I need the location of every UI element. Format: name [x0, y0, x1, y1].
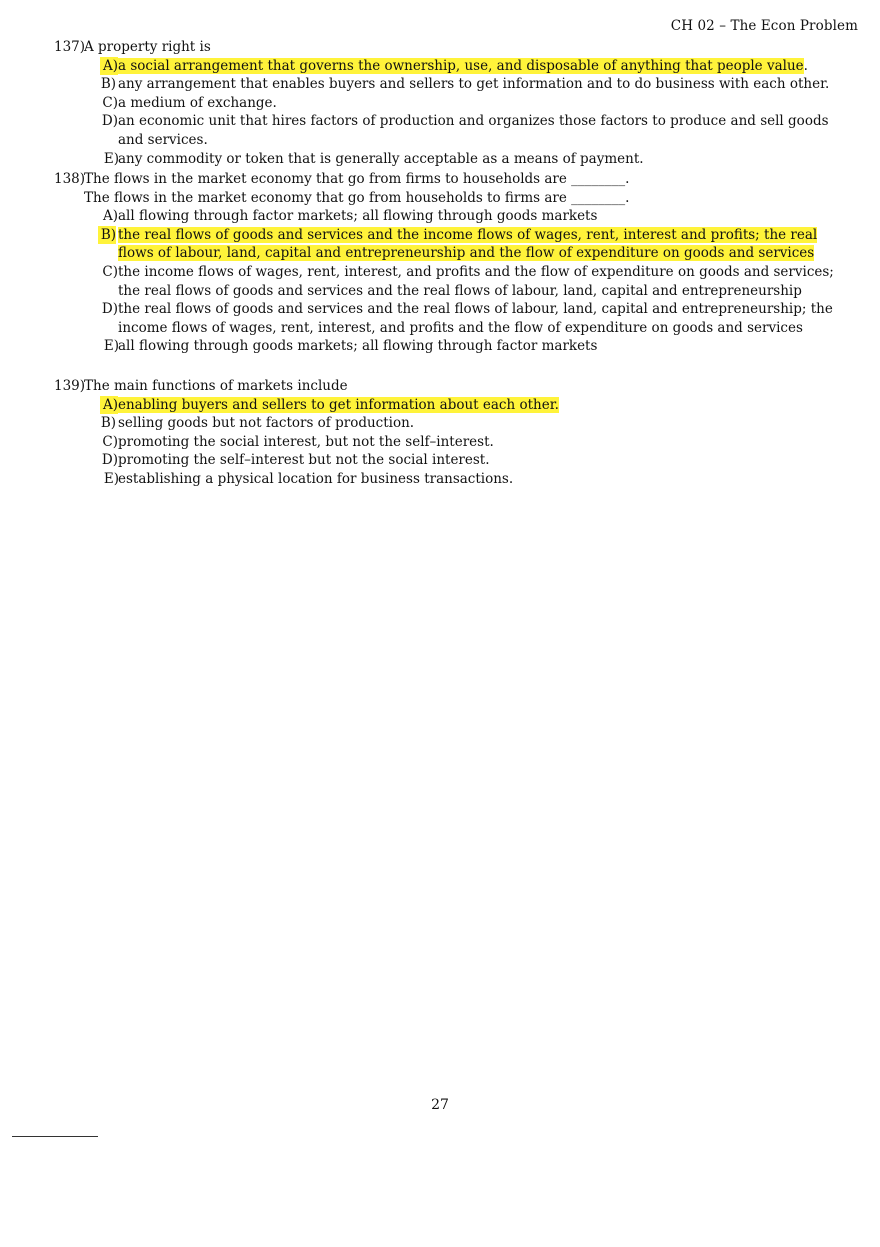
page-number: 27: [431, 1097, 449, 1113]
option-label: A): [102, 208, 118, 225]
option-label: A): [100, 57, 118, 76]
option-label: E): [103, 338, 119, 355]
answer-option-b: [54, 226, 854, 263]
question-number: 137): [54, 39, 86, 55]
option-label: B): [100, 415, 116, 432]
option-text: selling goods but not factors of production.: [118, 415, 415, 432]
question-stem-second-line: The flows in the market economy that go from households to firms are ________.: [84, 189, 630, 206]
option-text: promoting the self–interest but not the social interest.: [118, 452, 490, 469]
option-text: the real flows of goods and services and the real flows of labour, land, capital and entrepreneurship; the income flows of wages, rent, interest, and profits and the flow of expenditure on goods and services: [118, 301, 833, 336]
question-stem: [54, 38, 854, 57]
answer-option-d: [54, 300, 854, 337]
option-text-highlighted: enabling buyers and sellers to get information about each other.: [118, 396, 559, 413]
answer-option-c: [54, 263, 854, 300]
answer-option-b: [54, 414, 854, 433]
answer-option-a: [54, 57, 854, 76]
option-label: A): [100, 396, 118, 415]
answer-option-e: [54, 150, 854, 169]
chapter-header: CH 02 – The Econ Problem: [670, 18, 858, 34]
option-text: the income flows of wages, rent, interest, and profits and the flow of expenditure on goods and services; the real flows of goods and services and the real flows of labour, land, capital and entrepreneurship: [118, 263, 834, 299]
question-number: 139): [54, 378, 86, 394]
question-138: [54, 170, 854, 356]
option-text: any arrangement that enables buyers and sellers to get information and to do business with each other.: [118, 76, 830, 93]
question-137: [54, 38, 854, 168]
answer-option-e: [54, 470, 854, 489]
option-label: C): [102, 433, 118, 450]
answer-option-c: [54, 94, 854, 113]
option-label: B): [98, 226, 116, 245]
answer-option-e: [54, 337, 854, 356]
answer-option-c: [54, 433, 854, 452]
question-text: The main functions of markets include: [84, 378, 348, 394]
option-text: all flowing through goods markets; all flowing through factor markets: [118, 338, 598, 355]
option-text-highlighted: the real flows of goods and services and the income flows of wages, rent, interest and profits; the real flows of labour, land, capital and entrepreneurship and the flow of expenditure on goods and services: [118, 226, 818, 262]
answer-option-a: [54, 396, 854, 415]
option-trailing-period: .: [803, 57, 808, 74]
option-label: C): [102, 263, 118, 280]
question-text: The flows in the market economy that go from firms to households are ________.: [84, 171, 630, 187]
option-text-highlighted: a social arrangement that governs the ownership, use, and disposable of anything that people value: [118, 57, 804, 74]
question-stem: [54, 170, 854, 189]
option-text: establishing a physical location for business transactions.: [118, 470, 514, 487]
option-label: E): [103, 150, 119, 167]
option-label: E): [103, 470, 119, 487]
option-text: a medium of exchange.: [118, 94, 277, 111]
footnote-rule: [12, 1136, 98, 1137]
option-text: all flowing through factor markets; all flowing through goods markets: [118, 208, 598, 225]
option-label: C): [102, 94, 118, 111]
option-text: promoting the social interest, but not the self–interest.: [118, 433, 494, 450]
option-label: D): [101, 301, 118, 318]
question-number: 138): [54, 171, 86, 187]
option-label: D): [101, 452, 118, 469]
question-stem: [54, 377, 854, 396]
option-label: D): [101, 113, 118, 130]
question-139: [54, 377, 854, 489]
option-text: any commodity or token that is generally acceptable as a means of payment.: [118, 150, 644, 167]
question-text: A property right is: [84, 39, 211, 55]
answer-option-b: [54, 75, 854, 94]
answer-option-d: [54, 112, 854, 149]
answer-option-d: [54, 451, 854, 470]
option-label: B): [100, 76, 116, 93]
option-text: an economic unit that hires factors of production and organizes those factors to produce and sell goods and services.: [118, 113, 829, 148]
answer-option-a: [54, 207, 854, 226]
